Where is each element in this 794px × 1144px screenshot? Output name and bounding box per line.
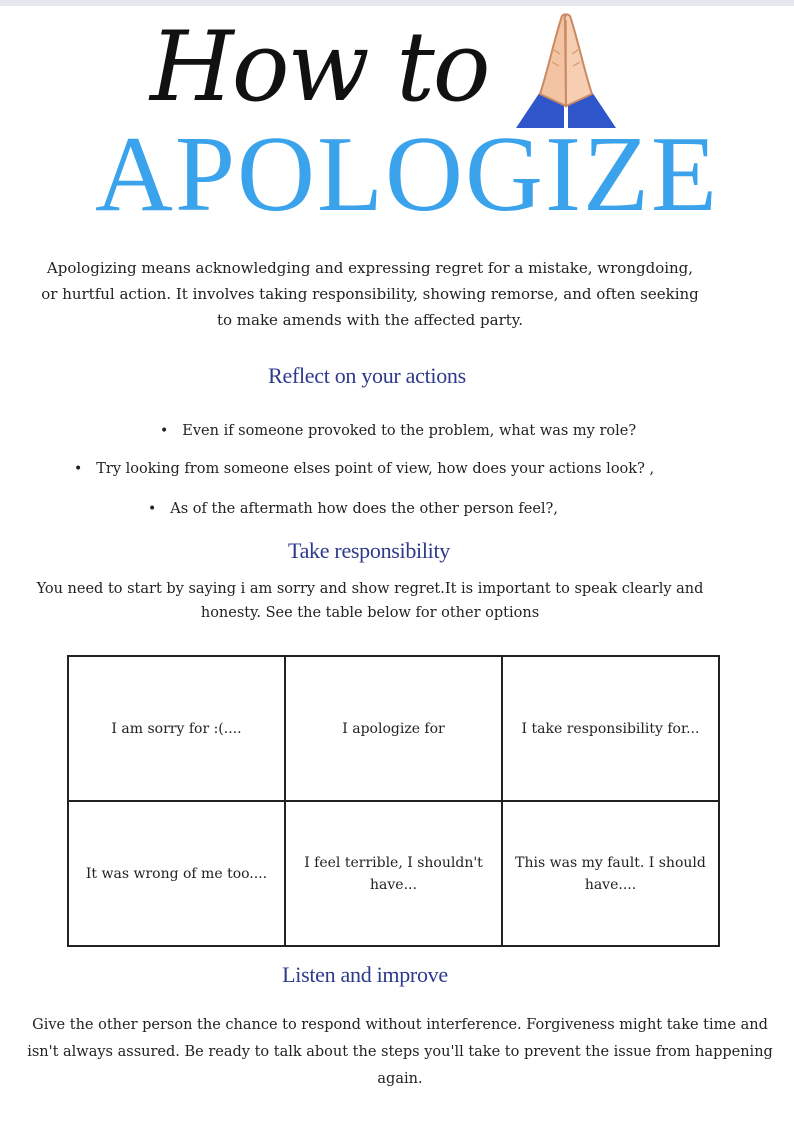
intro-paragraph: Apologizing means acknowledging and expressing regret for a mistake, wrongdoing, or hurtful action. It involves taking responsibility, showing remorse, and often seeking to make amends with the affected party. bbox=[41, 259, 699, 329]
bullet-icon: • bbox=[160, 423, 169, 439]
reflect-heading: Reflect on your actions bbox=[268, 363, 466, 388]
responsibility-heading: Take responsibility bbox=[287, 538, 450, 563]
bullet-text: As of the aftermath how does the other person feel?, bbox=[170, 501, 558, 517]
bullet-text: Try looking from someone elses point of view, how does your actions look? , bbox=[96, 461, 655, 477]
reflect-bullet bbox=[74, 459, 654, 479]
table-cell: This was my fault. I should have.... bbox=[502, 801, 719, 946]
main-title: APOLOGIZE bbox=[95, 115, 719, 234]
table-cell: I am sorry for :(.... bbox=[68, 656, 285, 801]
top-border bbox=[0, 0, 794, 6]
reflect-bullet bbox=[148, 499, 558, 519]
apology-phrases-table bbox=[67, 655, 720, 947]
table-row bbox=[68, 801, 719, 946]
table-cell: I apologize for bbox=[285, 656, 502, 801]
table-cell: I feel terrible, I shouldn't have... bbox=[285, 801, 502, 946]
responsibility-paragraph: You need to start by saying i am sorry and show regret.It is important to speak clearly and honesty. See the table below for other options bbox=[36, 581, 704, 621]
reflect-bullet bbox=[160, 421, 636, 441]
table-cell: I take responsibility for... bbox=[502, 656, 719, 801]
listen-heading: Listen and improve bbox=[282, 962, 448, 987]
table-cell: It was wrong of me too.... bbox=[68, 801, 285, 946]
bullet-text: Even if someone provoked to the problem, what was my role? bbox=[182, 423, 637, 439]
table-row bbox=[68, 656, 719, 801]
bullet-icon: • bbox=[148, 501, 157, 517]
bullet-icon: • bbox=[74, 461, 83, 477]
folded-hands-icon bbox=[510, 10, 622, 132]
script-title: How to bbox=[150, 11, 489, 123]
listen-paragraph: Give the other person the chance to respond without interference. Forgiveness might take time and isn't always assured. Be ready to talk about the steps you'll take to prevent the issue from happening again. bbox=[27, 1017, 773, 1087]
